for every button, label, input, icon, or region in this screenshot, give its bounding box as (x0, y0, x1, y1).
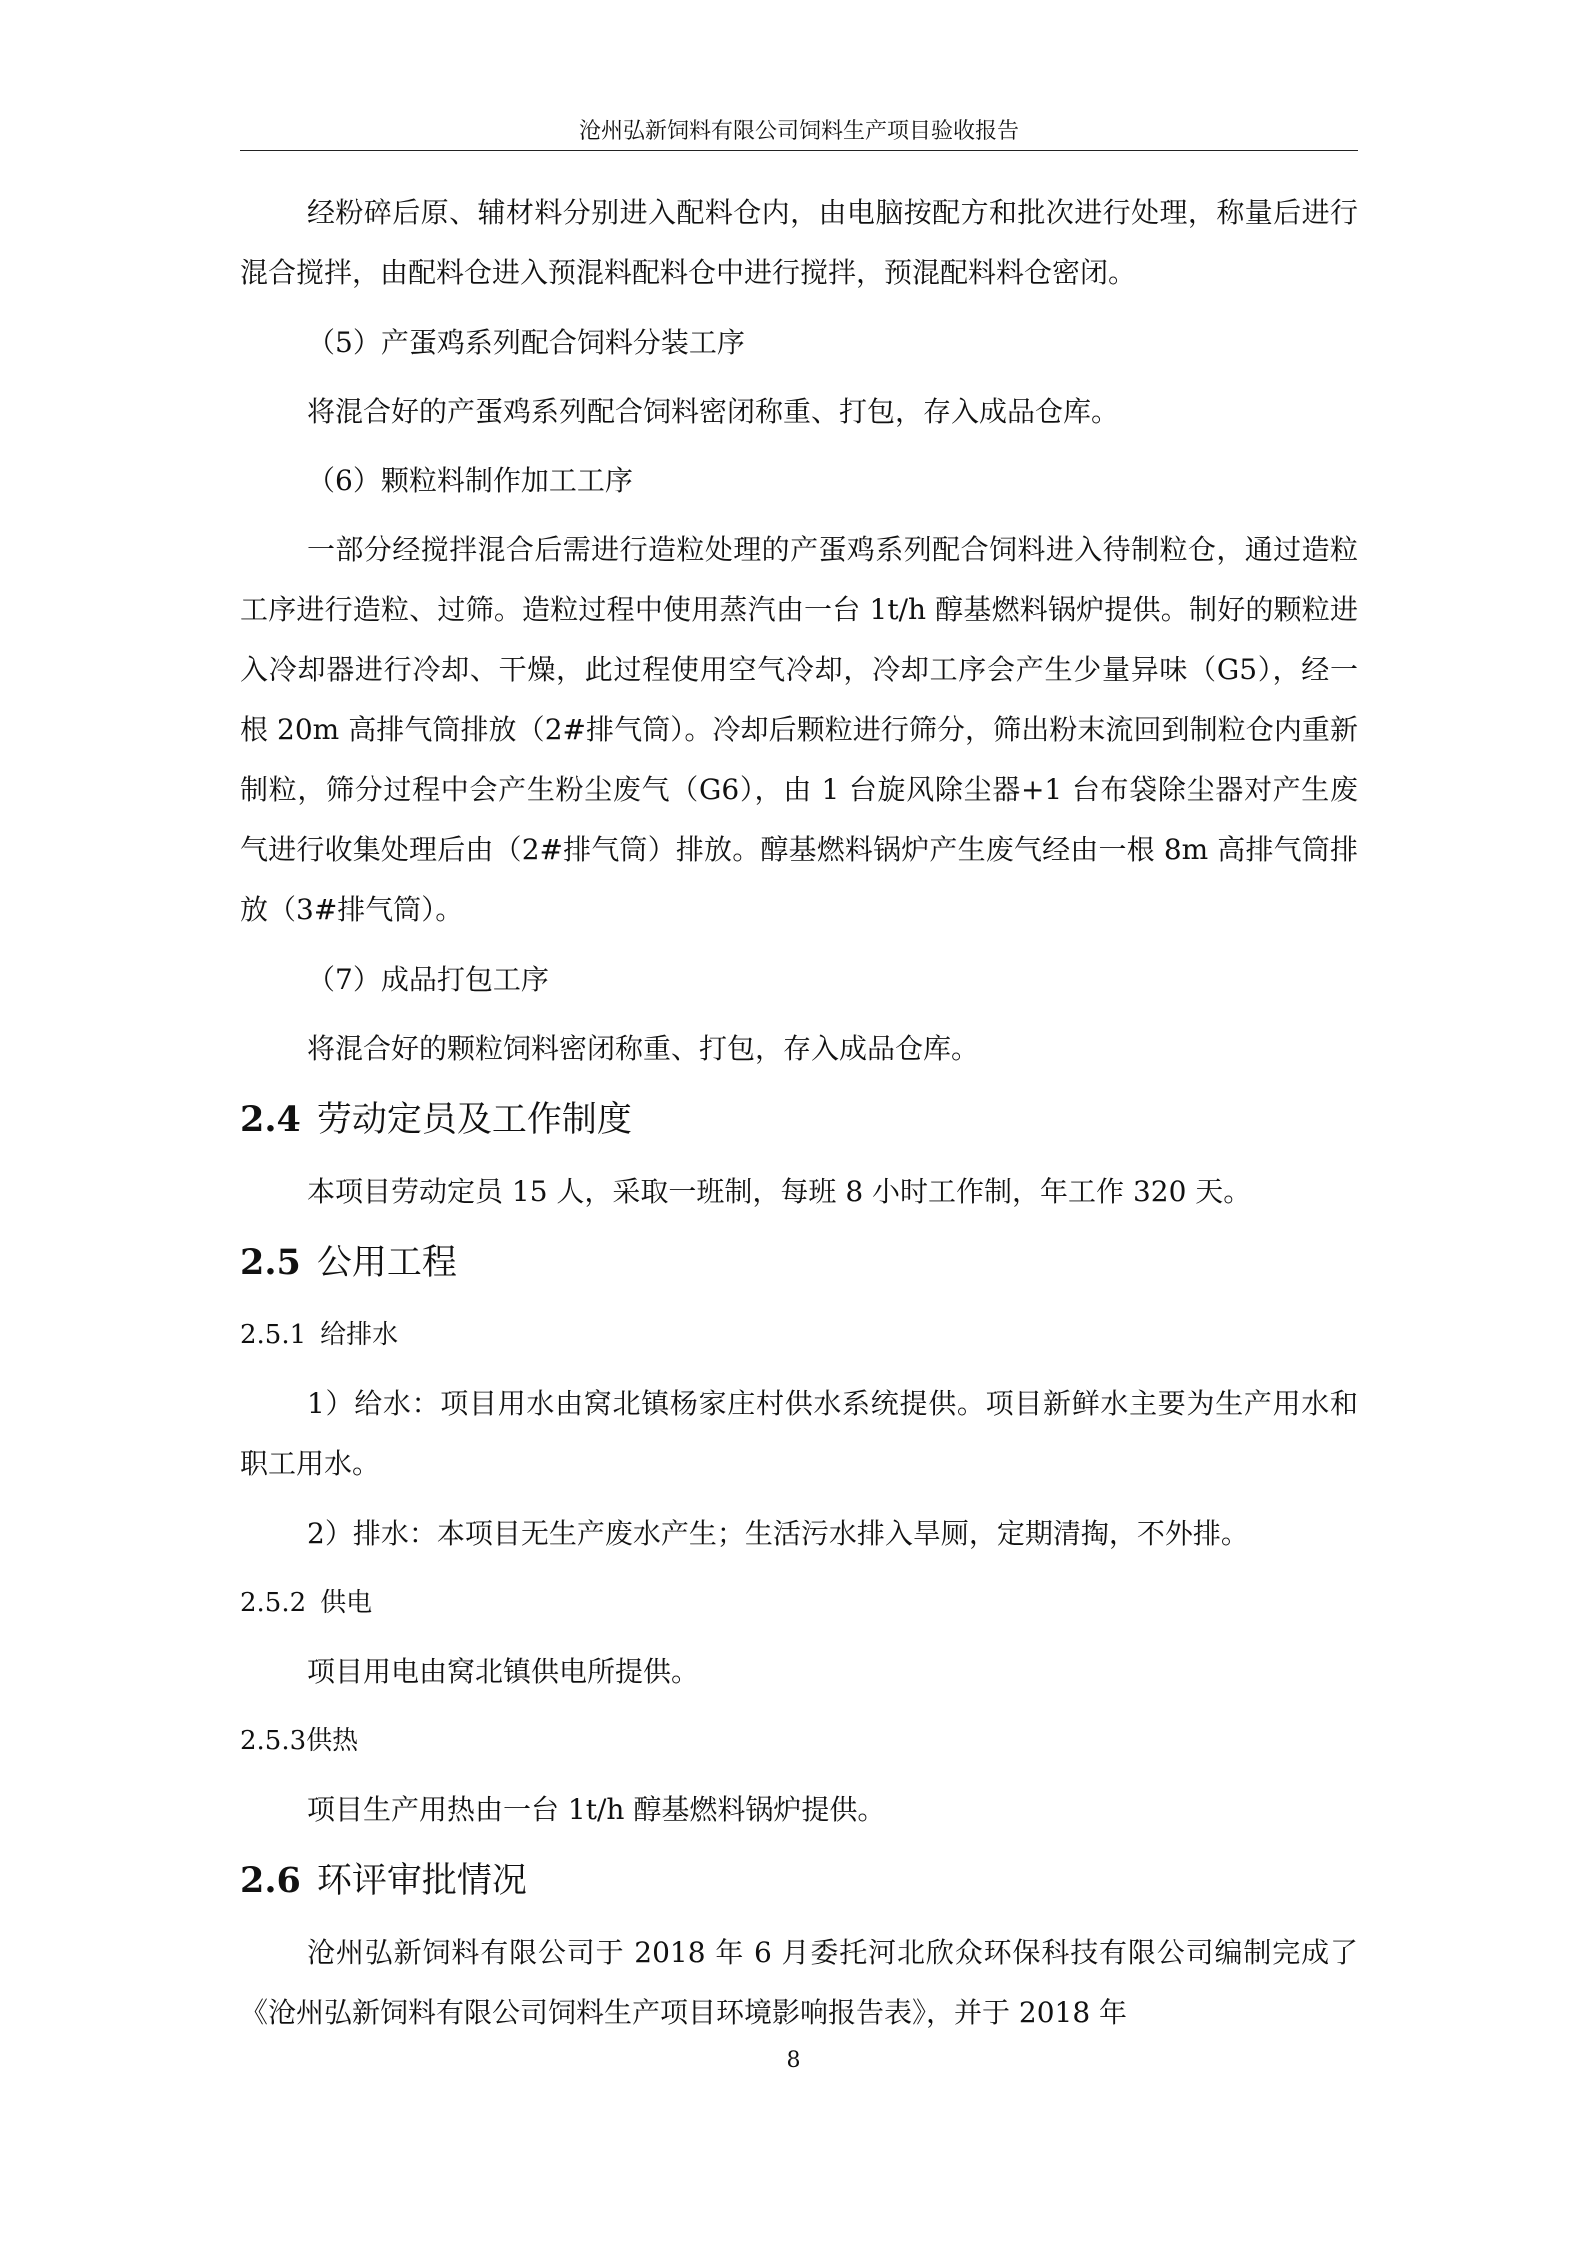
section-title: 劳动定员及工作制度 (316, 1100, 632, 1140)
paragraph-process-7-body: 将混合好的颗粒饲料密闭称重、打包，存入成品仓库。 (307, 1032, 980, 1065)
paragraph-process-6-title: （6）颗粒料制作加工工序 (307, 464, 633, 497)
paragraph-power-supply: 项目用电由窝北镇供电所提供。 (307, 1655, 700, 1688)
page-header: 沧州弘新饲料有限公司饲料生产项目验收报告 (578, 119, 1019, 144)
subsection-title: 给排水 (320, 1320, 399, 1350)
section-number: 2.4 (240, 1099, 301, 1140)
subsection-heading-2-5-1 (240, 1315, 1358, 1355)
paragraph-crushing-mixing: 经粉碎后原、辅材料分别进入配料仓内，由电脑按配方和批次进行处理，称量后进行混合搅拌，由配料仓进入预混料配料仓中进行搅拌，预混配料料仓密闭。 (240, 196, 1358, 289)
paragraph-process-5-title: （5）产蛋鸡系列配合饲料分装工序 (307, 326, 745, 359)
page-number: 8 (786, 2048, 801, 2073)
section-heading-2-6 (240, 1859, 1358, 1903)
section-heading-2-4 (240, 1098, 1358, 1142)
paragraph-pelleting-process: 一部分经搅拌混合后需进行造粒处理的产蛋鸡系列配合饲料进入待制粒仓，通过造粒工序进行造粒、过筛。造粒过程中使用蒸汽由一台 1t/h 醇基燃料锅炉提供。制好的颗粒进入冷却器进行冷却、干燥，此过程使用空气冷却，冷却工序会产生少量异味（G5），经一根 20m 高排气筒排放（2#排气筒）。冷却后颗粒进行筛分，筛出粉末流回到制粒仓内重新制粒，筛分过程中会产生粉尘废气（G6），由 1 台旋风除尘器+1 台布袋除尘器对产生废气进行收集处理后由（2#排气筒）排放。醇基燃料锅炉产生废气经由一根 8m 高排气筒排放（3#排气筒）。 (240, 533, 1358, 926)
subsection-number: 2.5.1 (240, 1320, 307, 1350)
subsection-title: 供热 (306, 1726, 359, 1756)
section-title: 公用工程 (316, 1243, 457, 1283)
section-title: 环评审批情况 (316, 1861, 527, 1901)
subsection-heading-2-5-2 (240, 1583, 1358, 1623)
section-number: 2.6 (240, 1860, 301, 1901)
paragraph-heat-supply: 项目生产用热由一台 1t/h 醇基燃料锅炉提供。 (307, 1793, 886, 1826)
section-number: 2.5 (240, 1242, 301, 1283)
subsection-number: 2.5.2 (240, 1588, 307, 1618)
paragraph-drainage: 2）排水：本项目无生产废水产生；生活污水排入旱厕，定期清掏，不外排。 (307, 1517, 1249, 1550)
section-heading-2-5 (240, 1241, 1358, 1285)
document-body (240, 193, 1358, 2063)
subsection-number: 2.5.3 (240, 1726, 307, 1756)
header-divider (240, 150, 1358, 151)
paragraph-staffing: 本项目劳动定员 15 人，采取一班制，每班 8 小时工作制，年工作 320 天。 (307, 1175, 1252, 1208)
paragraph-eia-approval: 沧州弘新饲料有限公司于 2018 年 6 月委托河北欣众环保科技有限公司编制完成了《沧州弘新饲料有限公司饲料生产项目环境影响报告表》，并于 2018 年 (240, 1936, 1358, 2029)
paragraph-process-5-body: 将混合好的产蛋鸡系列配合饲料密闭称重、打包，存入成品仓库。 (307, 395, 1120, 428)
subsection-title: 供电 (320, 1588, 373, 1618)
paragraph-process-7-title: （7）成品打包工序 (307, 963, 549, 996)
subsection-heading-2-5-3 (240, 1721, 1358, 1761)
paragraph-water-supply: 1）给水：项目用水由窝北镇杨家庄村供水系统提供。项目新鲜水主要为生产用水和职工用水。 (240, 1387, 1358, 1480)
